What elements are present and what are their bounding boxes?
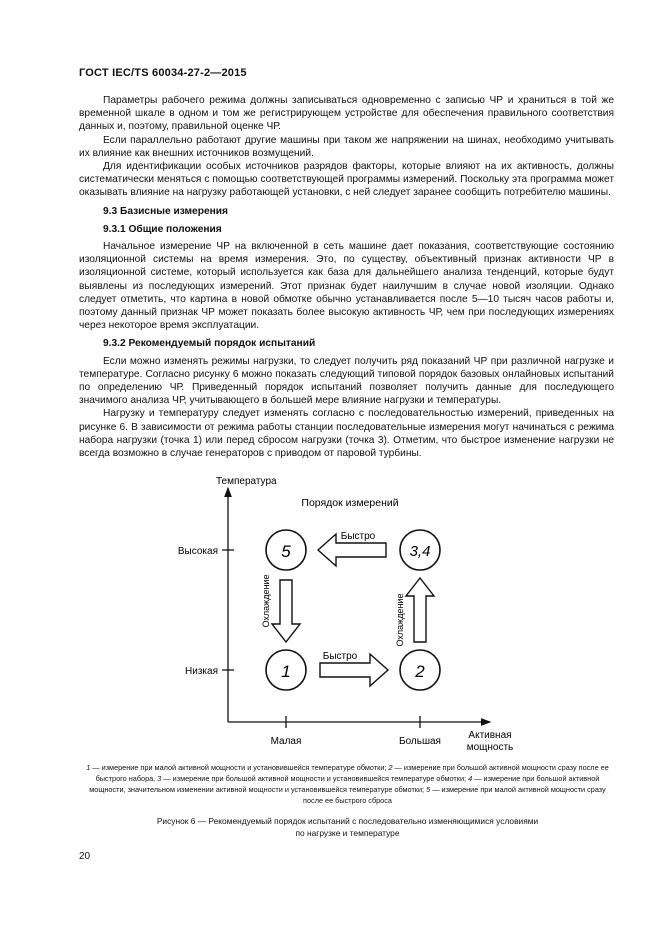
diagram-title: Порядок измерений — [301, 497, 399, 509]
cooling-right-label: Охлаждение — [395, 593, 405, 647]
figure-caption-line-2: по нагрузке и температуре — [295, 828, 400, 838]
y-high-label: Высокая — [177, 546, 218, 557]
figure-caption-line-1: Рисунок 6 — Рекомендуемый порядок испытаний с последовательно изменяющимися условиями — [156, 816, 539, 826]
paragraph: Нагрузку и температуру следует изменять согласно с последовательностью измерений, приведенных на рисунке 6. В зависимости от режима работы станции последовательные измерения могут начинаться с режима набора нагрузки (точка 1) или перед сбросом нагрузки (точка 3). Отметим, что быстрое изменение нагрузки не всегда возможно в случае генераторов с приводом от паровой турбины. — [79, 408, 614, 460]
point-5-label: 5 — [281, 542, 291, 561]
section-heading-9-3: 9.3 Базисные измерения — [103, 205, 228, 217]
x-axis-label-2: мощность — [466, 742, 514, 753]
paragraph: Параметры рабочего режима должны записываться одновременно с записью ЧР и храниться в той же временной шкале в одном и том же регистрирующем устройстве для обеспечения правильного соответствия данных и, поэтому, правильной оценке ЧР. — [79, 95, 614, 133]
figure-caption — [80, 815, 615, 839]
paragraph: Если параллельно работают другие машины при таком же напряжении на шинах, необходимо учитывать их влияние как внешних источников возмущений. — [79, 134, 614, 159]
document-header: ГОСТ IEC/TS 60034-27-2—2015 — [79, 67, 247, 79]
x-axis-label-1: Активная — [468, 730, 512, 741]
fast-top-label: Быстро — [340, 531, 376, 542]
section-heading-9-3-1: 9.3.1 Общие положения — [103, 223, 222, 235]
figure-legend: 1 — измерение при малой активной мощности и установившейся температуре обмотки; 2 — измерение при большой активной мощности сразу после ее быстрого набора, 3 — измерение при большой активной мощности и установившейся температуре обмотки; 4 — измерение при большой активной мощности, значительном изменении активной мощности и установившейся температуре обмотки; 5 — измерение при малой активной мощности сразу после ее быстрого сброса — [86, 763, 609, 805]
cooling-left-label: Охлаждение — [261, 574, 271, 628]
paragraph: Если можно изменять режимы нагрузки, то следует получить ряд показаний ЧР при различной нагрузке и температуре. Согласно рисунку 6 можно показать следующий типовой порядок базовых онлайновых испытаний по определению ЧР. Приведенный порядок испытаний позволяет получить данные для последующего значимого анализа ЧР, учитывающего в большей мере влияние нагрузки и температуры. — [79, 355, 614, 407]
y-low-label: Низкая — [185, 666, 218, 677]
point-1-label: 1 — [281, 662, 291, 681]
measurement-order-diagram — [160, 470, 520, 760]
point-34-label: 3,4 — [409, 543, 431, 560]
x-small-label: Малая — [270, 736, 302, 747]
section-heading-9-3-2: 9.3.2 Рекомендуемый порядок испытаний — [103, 338, 316, 350]
paragraph: Для идентификации особых источников разрядов факторы, которые влияют на их активность, должны систематически меняться с помощью соответствующей программы измерений. Поскольку эта программа может оказывать влияние на нагрузку работающей установки, с ней следует заранее сообщить потребителю машины. — [79, 161, 614, 199]
x-large-label: Большая — [399, 736, 441, 747]
cooling-arrow-up — [406, 578, 434, 642]
y-axis-label: Температура — [216, 476, 277, 487]
fast-bottom-label: Быстро — [322, 651, 358, 662]
point-2-label: 2 — [415, 662, 425, 681]
paragraph: Начальное измерение ЧР на включенной в сеть машине дает показания, соответствующие состоянию изоляционной системы на время измерения. Это, по существу, объективный признак активности ЧР в изоляционной системе, который используется как база для дальнейшего анализа тенденций, которые будут выявлены из последующих измерений. Этот признак будет наилучшим в случае новой изоляции. Однако следует отметить, что картина в новой обмотке обычно устанавливается после 5—10 тысяч часов работы и, поэтому данный признак ЧР может показать более высокую активность ЧР, чем при последующих измерениях через некоторое время эксплуатации. — [79, 241, 614, 332]
cooling-arrow-down — [272, 580, 300, 642]
body-text — [79, 94, 614, 460]
page-number: 20 — [79, 851, 91, 862]
